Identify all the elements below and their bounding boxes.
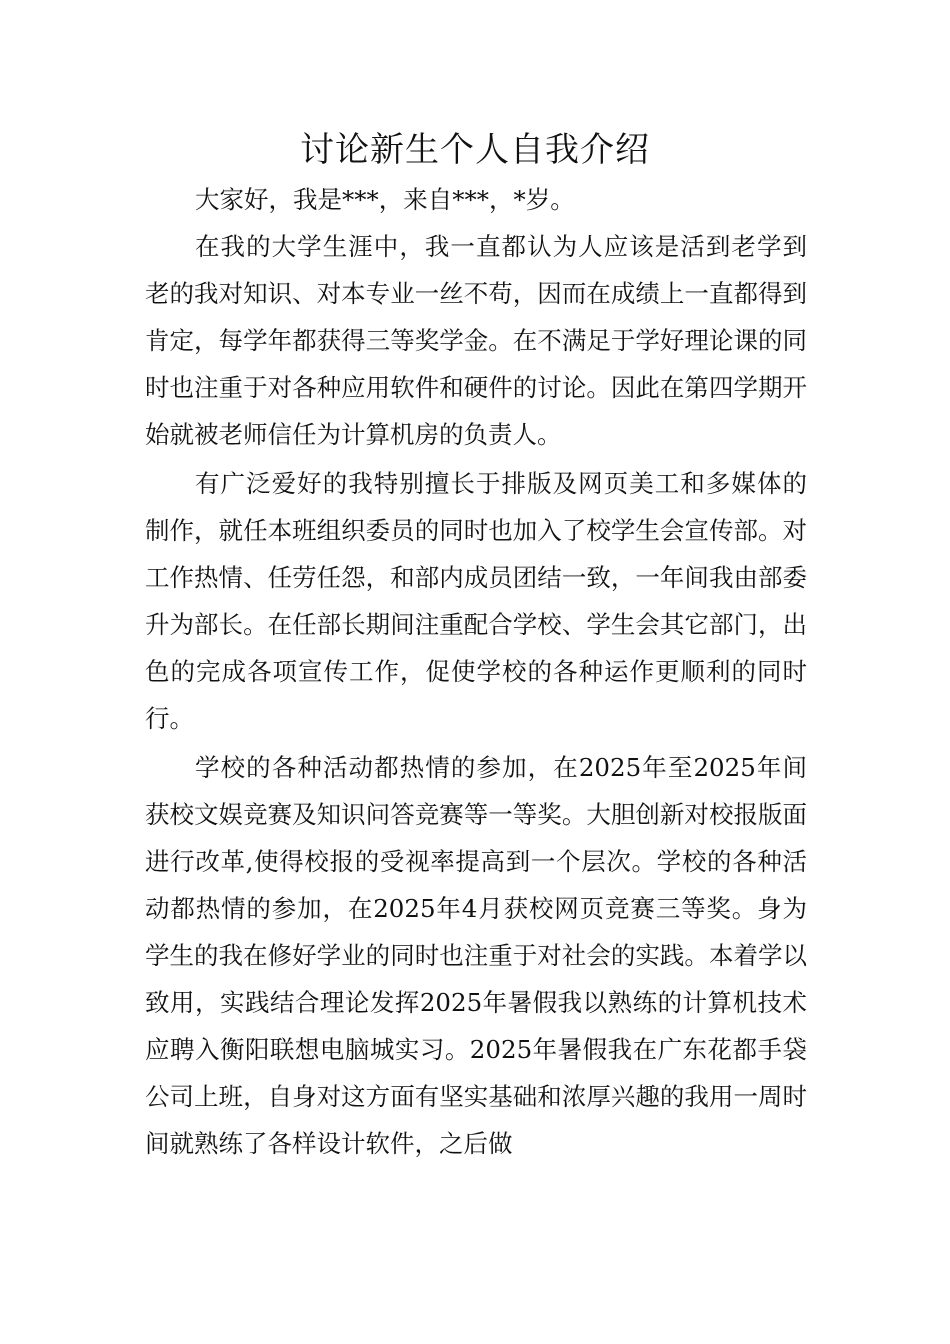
greeting-paragraph: 大家好，我是***，来自***，*岁。	[195, 185, 575, 214]
hobby-paragraph: 有广泛爱好的我特别擅长于排版及网页美工和多媒体的制作，就任本班组织委员的同时也加入了校学生会宣传部。对工作热情、任劳任怨，和部内成员团结一致，一年间我由部委升为部长。在任部长期间注重配合学校、学生会其它部门，出色的完成各项宣传工作，促使学校的各种运作更顺利的同时行。	[145, 469, 807, 733]
activities-paragraph: 学校的各种活动都热情的参加，在2025年至2025年间获校文娱竞赛及知识问答竞赛等一等奖。大胆创新对校报版面进行改革,使得校报的受视率提高到一个层次。学校的各种活动都热情的参加，在2025年4月获校网页竞赛三等奖。身为学生的我在修好学业的同时也注重于对社会的实践。本着学以致用，实践结合理论发挥2025年暑假我以熟练的计算机技术应聘入衡阳联想电脑城实习。2025年暑假我在广东花都手袋公司上班，自身对这方面有坚实基础和浓厚兴趣的我用一周时间就熟练了各样设计软件，之后做	[145, 753, 807, 1158]
study-paragraph: 在我的大学生涯中，我一直都认为人应该是活到老学到老的我对知识、对本专业一丝不苟，因而在成绩上一直都得到肯定，每学年都获得三等奖学金。在不满足于学好理论课的同时也注重于对各种应用软件和硬件的讨论。因此在第四学期开始就被老师信任为计算机房的负责人。	[145, 232, 807, 449]
document-body	[145, 176, 807, 1167]
document-title: 讨论新生个人自我介绍	[300, 130, 650, 170]
